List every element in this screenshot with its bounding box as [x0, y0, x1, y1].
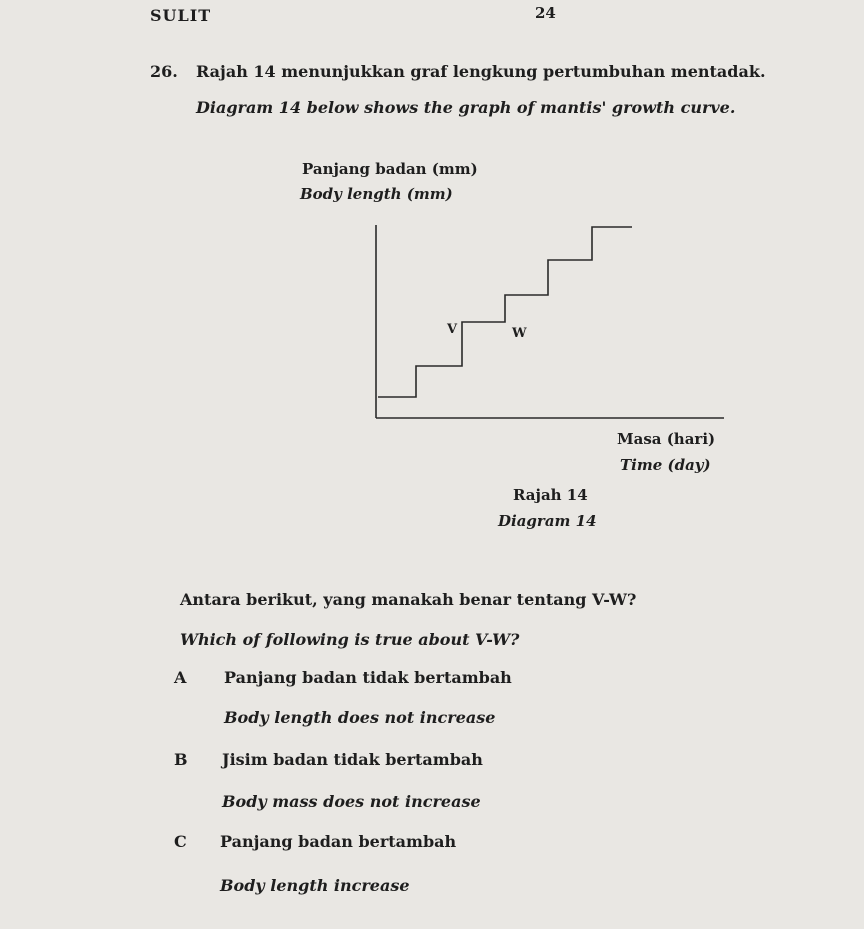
option-b-text-en[interactable]: Body mass does not increase [222, 792, 481, 811]
option-a-text-ms[interactable]: Panjang badan tidak bertambah [224, 668, 512, 687]
option-a-text-en[interactable]: Body length does not increase [224, 708, 496, 727]
question-stem-en: Which of following is true about V-W? [180, 630, 520, 649]
point-v-label: V [447, 322, 458, 337]
option-c-letter: C [174, 832, 187, 851]
question-stem-ms: Antara berikut, yang manakah benar tentang V-W? [180, 590, 637, 609]
graph-ylabel-ms: Panjang badan (mm) [302, 160, 478, 178]
step-curve [378, 227, 632, 397]
option-c-text-en[interactable]: Body length increase [220, 876, 410, 895]
option-c-text-ms[interactable]: Panjang badan bertambah [220, 832, 457, 851]
graph-xlabel-ms: Masa (hari) [617, 430, 716, 448]
diagram-caption-ms: Rajah 14 [513, 486, 588, 504]
option-b-text-ms[interactable]: Jisim badan tidak bertambah [222, 750, 483, 769]
graph-xlabel-en: Time (day) [620, 456, 711, 474]
diagram-caption-en: Diagram 14 [498, 512, 597, 530]
question-text-en: Diagram 14 below shows the graph of mantis' growth curve. [196, 98, 736, 117]
question-number: 26. [150, 62, 178, 81]
option-b-letter: B [174, 750, 188, 769]
header-sulit: SULIT [150, 6, 212, 25]
graph-ylabel-en: Body length (mm) [300, 185, 453, 203]
point-w-label: W [512, 326, 527, 341]
question-text-ms: Rajah 14 menunjukkan graf lengkung pertumbuhan mentadak. [196, 62, 766, 81]
page-number: 24 [535, 4, 556, 22]
option-a-letter: A [174, 668, 187, 687]
